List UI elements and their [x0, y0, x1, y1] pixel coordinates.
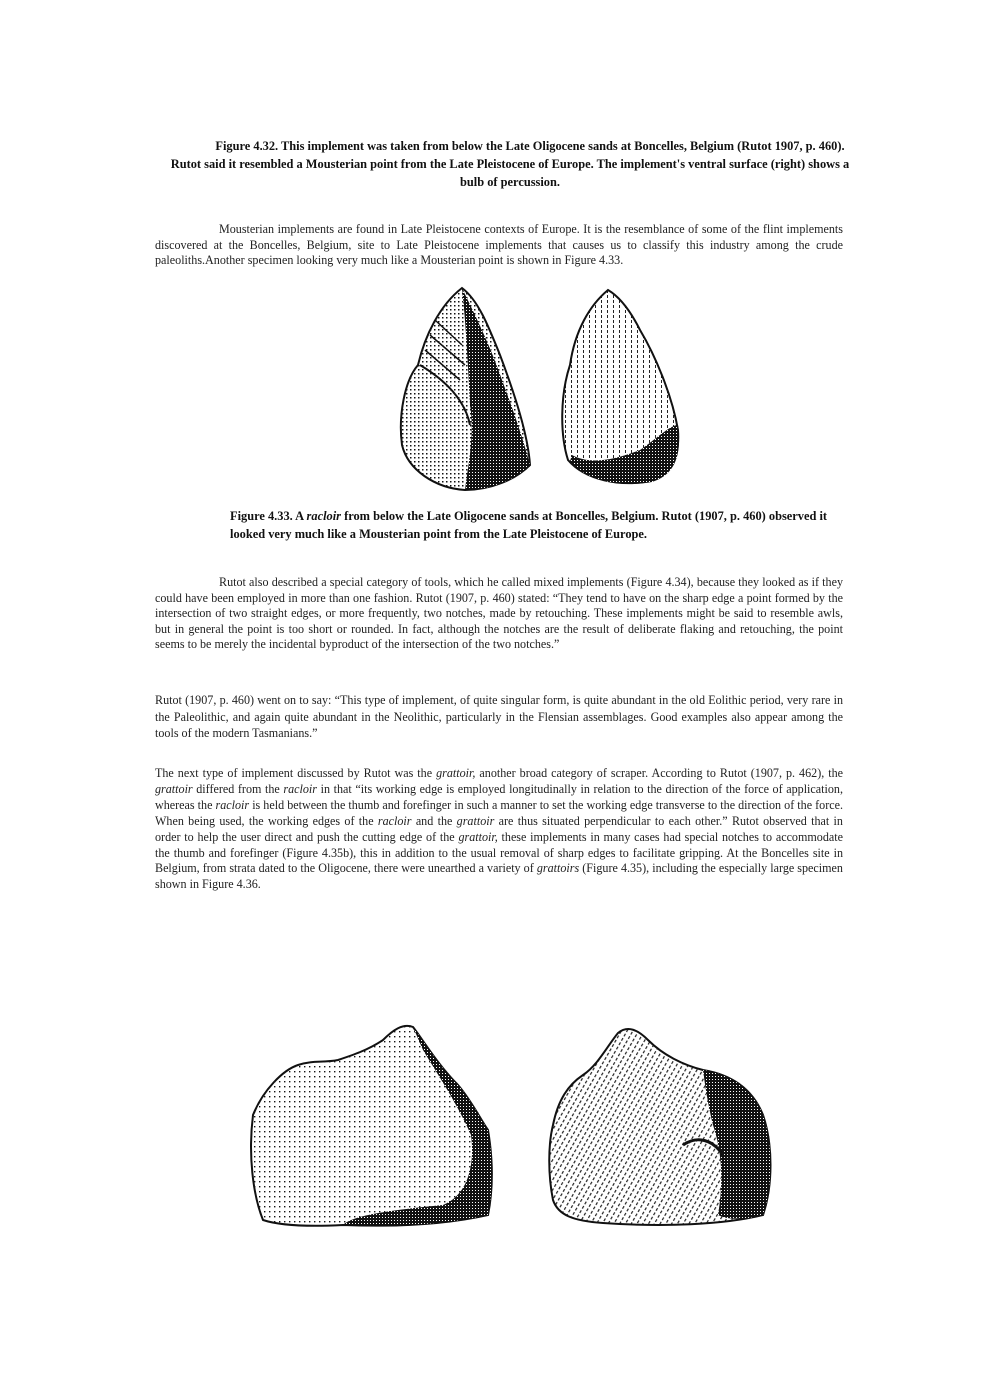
term-racloir: racloir [377, 813, 412, 828]
paragraph-mousterian [155, 222, 843, 269]
text-run: The next type of implement discussed by Rutot was the [155, 766, 433, 780]
figure-4-33-term: racloir [306, 509, 341, 523]
text-run: another broad category of scraper. According to Rutot (1907, p. 462), the [479, 766, 844, 780]
figure-4-33-label: Figure 4.33. A [230, 509, 304, 523]
figure-4-33-image [390, 285, 685, 495]
paragraph-mixed-implements [155, 575, 843, 653]
term-grattoir: grattoir [456, 813, 495, 828]
text-run: in that “its working edge is employed longitudinally in relation to the direction of the force of application, whereas the [155, 781, 843, 812]
term-grattoir: grattoir, [436, 766, 476, 780]
figure-4-32-caption-text: Figure 4.32. This implement was taken from below the Late Oligocene sands at Boncelles, Belgium (Rutot 1907, p. 460). Rutot said it resembled a Mousterian point from the Late Pleistocene of Europe. The implement's ventral surface (right) shows a bulb of percussion. [170, 139, 850, 189]
figure-4-33-caption [230, 507, 850, 543]
text-run: differed from the [196, 781, 280, 796]
text-run: (Figure 4.35), including the especially large specimen shown in Figure 4.36. [155, 861, 843, 892]
racloir-dorsal-drawing [401, 288, 530, 490]
paragraph-rutot-quote [155, 692, 843, 742]
racloir-ventral-drawing [562, 290, 679, 484]
grattoir-right-drawing [549, 1029, 770, 1225]
term-racloir: racloir [215, 797, 250, 812]
grattoir-figure-image [243, 1015, 828, 1233]
text-run: these implements in many cases had special notches to accommodate the thumb and forefinger (Figure 4.35b), this in addition to the usual removal of sharp edges to facilitate gripping. At the Boncelles site in Belgium, from strata dated to the Oligocene, there were unearthed a variety of [155, 829, 843, 876]
text-run: and the [415, 813, 453, 828]
paragraph-text: Mousterian implements are found in Late Pleistocene contexts of Europe. It is the resemblance of some of the flint implements discovered at the Boncelles, Belgium, site to Late Pleistocene implements that causes us to classify this industry among the crude paleoliths.Another specimen looking very much like a Mousterian point is shown in Figure 4.33. [155, 222, 843, 268]
paragraph-text: Rutot (1907, p. 460) went on to say: “This type of implement, of quite singular form, is quite abundant in the old Eolithic period, very rare in the Paleolithic, and again quite abundant in the Neolithic, particularly in the Flensian assemblages. Good examples also appear among the tools of the modern Tasmanians.” [155, 693, 843, 740]
term-racloir: racloir [283, 781, 318, 796]
term-grattoir: grattoir, [458, 829, 498, 844]
text-run: are thus situated perpendicular to each other.” Rutot observed that in order to help the user direct and push the cutting edge of the [155, 813, 843, 844]
term-grattoir: grattoir [155, 781, 193, 796]
text-run: is held between the thumb and forefinger in such a manner to set the working edge transverse to the direction of the force. When being used, the working edges of the [155, 797, 843, 828]
figure-4-32-caption [165, 137, 855, 191]
term-grattoirs: grattoirs [536, 861, 580, 876]
paragraph-grattoir [155, 766, 843, 893]
figure-4-33-rest: from below the Late Oligocene sands at Boncelles, Belgium. Rutot (1907, p. 460) observed it looked very much like a Mousterian point from the Late Pleistocene of Europe. [230, 509, 828, 541]
grattoir-left-drawing [251, 1026, 492, 1226]
paragraph-text: Rutot also described a special category of tools, which he called mixed implements (Figure 4.34), because they looked as if they could have been employed in more than one fashion. Rutot (1907, p. 460) stated: “They tend to have on the sharp edge a point formed by the intersection of two straight edges, or more frequently, two notches, made by retouching. These implements might be said to resemble awls, but in general the point is too short or rounded. In fact, although the notches are the result of deliberate flaking and retouching, the point seems to be merely the incidental byproduct of the intersection of the two notches.” [155, 575, 843, 652]
